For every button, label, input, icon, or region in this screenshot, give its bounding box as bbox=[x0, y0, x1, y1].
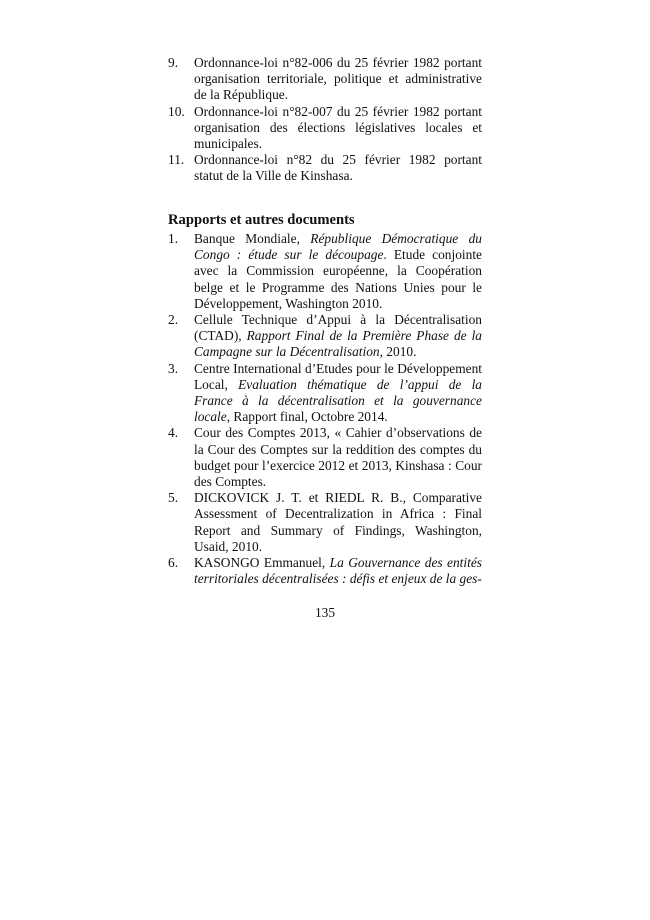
item-text-plain: Banque Mondiale, bbox=[194, 231, 311, 246]
item-number: 3. bbox=[168, 360, 179, 376]
item-text-plain: 2010. bbox=[382, 344, 417, 360]
item-number: 2. bbox=[168, 312, 179, 328]
item-number: 11. bbox=[168, 152, 185, 168]
page-number: 135 bbox=[314, 605, 336, 620]
item-text-plain: , Rapport final, Octobre 2014. bbox=[226, 409, 388, 425]
item-text-italic: La Gouvernance des entités territoriales décentralisées : défis et enjeux de la ges- bbox=[194, 555, 482, 587]
item-number: 1. bbox=[168, 231, 179, 246]
item-text-plain: Cour des Comptes 2013, « Cahier d’observations de la Cour des Comptes sur la reddition des comptes du budget pour l’exercice 2012 et 2013, Kinshasa : Cour des Comptes. bbox=[194, 425, 482, 490]
item-number: 4. bbox=[168, 425, 179, 441]
ordinance-list bbox=[168, 55, 482, 185]
reports-list bbox=[168, 231, 482, 587]
item-number: 5. bbox=[168, 490, 179, 506]
item-text: Ordonnance-loi n°82-007 du 25 février 1982 portant organisation des élections législatives locales et municipales. bbox=[194, 103, 482, 152]
list-item bbox=[168, 555, 482, 587]
list-item bbox=[168, 425, 482, 490]
item-text-plain: KASONGO Emmanuel, bbox=[194, 555, 330, 571]
list-item bbox=[168, 490, 482, 555]
list-item bbox=[168, 55, 482, 104]
item-text: Ordonnance-loi n°82 du 25 février 1982 portant statut de la Ville de Kinshasa. bbox=[194, 152, 482, 184]
item-text-plain: Cellule Technique d’Appui à la Décentralisation (CTAD), bbox=[194, 312, 482, 344]
list-item bbox=[168, 104, 482, 153]
section-heading: Rapports et autres documents bbox=[168, 212, 355, 228]
item-number: 6. bbox=[168, 555, 179, 571]
list-item bbox=[168, 231, 482, 312]
item-number: 9. bbox=[168, 55, 179, 70]
item-text-plain: . Etude conjointe avec la Commission européenne, la Coopération belge et le Programme des Nations Unies pour le Développement, Washington 2010. bbox=[194, 247, 482, 311]
list-item bbox=[168, 312, 482, 361]
item-text-italic: Rapport Final de la Première Phase de la Campagne sur la Décentralisation, bbox=[194, 328, 482, 360]
item-text: Ordonnance-loi n°82-006 du 25 février 1982 portant organisation territoriale, politique et administrative de la République. bbox=[194, 55, 482, 103]
item-text-plain: Centre International d’Etudes pour le Développement Local, bbox=[194, 360, 482, 392]
item-text-plain: DICKOVICK J. T. et RIEDL R. B., Comparative Assessment of Decentralization in Africa : Final Report and Summary of Findings, Washington, Usaid, 2010. bbox=[194, 490, 482, 554]
list-item bbox=[168, 361, 482, 426]
item-text-italic: Evaluation thématique de l’appui de la France à la décentralisation et la gouvernance locale bbox=[194, 376, 482, 425]
item-number: 10. bbox=[168, 103, 185, 119]
item-text-italic: République Démocratique du Congo : étude sur le découpage bbox=[194, 231, 482, 263]
list-item bbox=[168, 152, 482, 184]
